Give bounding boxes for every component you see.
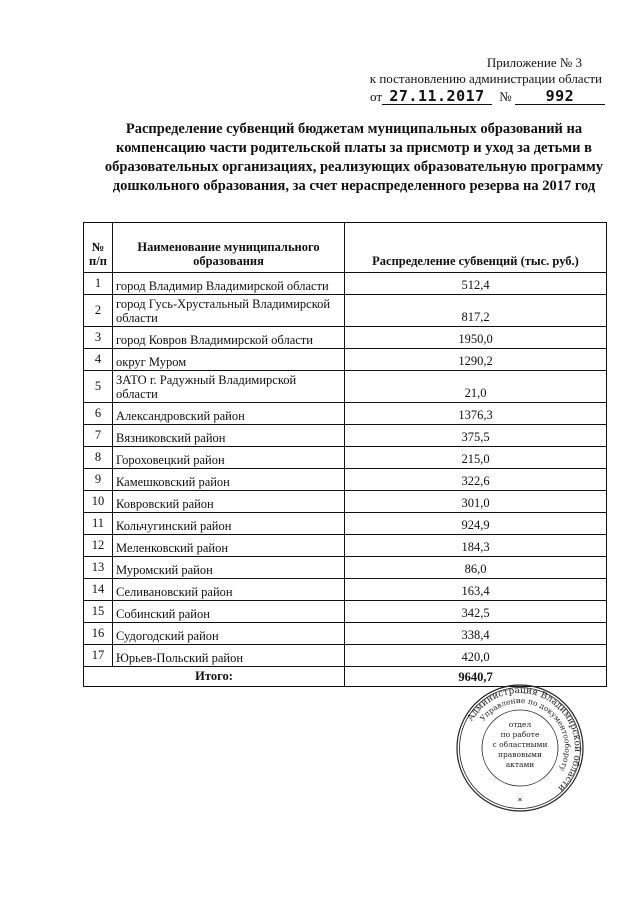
table-row xyxy=(84,371,607,403)
table-row xyxy=(84,403,607,425)
row-number: 2 xyxy=(84,295,113,327)
table-row xyxy=(84,513,607,535)
row-number: 16 xyxy=(84,623,113,645)
header-name: Наименование муниципального образования xyxy=(113,223,345,273)
stamp-center-text xyxy=(492,720,547,769)
municipality-name: округ Муром xyxy=(113,349,345,371)
row-number: 9 xyxy=(84,469,113,491)
municipality-name: Судогодский район xyxy=(113,623,345,645)
table-row xyxy=(84,645,607,667)
document-title: Распределение субвенций бюджетам муниципальных образований на компенсацию части родительской платы за присмотр и уход за детьми в образовательных организациях, реализующих образовательную программу дошкольного образования, за счет нераспределенного резерва на 2017 год xyxy=(104,121,604,194)
municipality-name: Камешковский район xyxy=(113,469,345,491)
row-number: 8 xyxy=(84,447,113,469)
row-number: 12 xyxy=(84,535,113,557)
table-row xyxy=(84,601,607,623)
appendix-number: Приложение № 3 xyxy=(486,55,582,70)
stamp-center-line: правовыми xyxy=(497,750,543,759)
row-number: 11 xyxy=(84,513,113,535)
stamp-center-line: по работе xyxy=(500,730,540,739)
appendix-header xyxy=(330,55,620,105)
row-number: 6 xyxy=(84,403,113,425)
subsidy-value: 817,2 xyxy=(345,295,607,327)
subsidy-value: 215,0 xyxy=(345,447,607,469)
row-number: 7 xyxy=(84,425,113,447)
table-row xyxy=(84,447,607,469)
subsidy-value: 322,6 xyxy=(345,469,607,491)
appendix-date-line xyxy=(370,88,620,105)
municipality-name: Гороховецкий район xyxy=(113,447,345,469)
header-value: Распределение субвенций (тыс. руб.) xyxy=(345,223,607,273)
subsidy-value: 375,5 xyxy=(345,425,607,447)
table-row xyxy=(84,623,607,645)
number-label: № xyxy=(499,89,512,104)
stamp-seal xyxy=(455,683,585,813)
municipality-name: Селивановский район xyxy=(113,579,345,601)
subsidy-table xyxy=(83,222,607,687)
decree-date: 27.11.2017 xyxy=(382,88,492,105)
row-number: 15 xyxy=(84,601,113,623)
row-number: 17 xyxy=(84,645,113,667)
table-row xyxy=(84,295,607,327)
municipality-name: город Владимир Владимирской области xyxy=(113,273,345,295)
municipality-name: Ковровский район xyxy=(113,491,345,513)
subsidy-value: 342,5 xyxy=(345,601,607,623)
table-header-row xyxy=(84,223,607,273)
subsidy-value: 1290,2 xyxy=(345,349,607,371)
stamp-center-line: отдел xyxy=(508,720,532,729)
row-number: 3 xyxy=(84,327,113,349)
row-number: 4 xyxy=(84,349,113,371)
row-number: 13 xyxy=(84,557,113,579)
municipality-name: Меленковский район xyxy=(113,535,345,557)
table-row xyxy=(84,535,607,557)
stamp-center-line: актами xyxy=(505,760,535,769)
row-number: 14 xyxy=(84,579,113,601)
subsidy-value: 301,0 xyxy=(345,491,607,513)
subsidy-value: 163,4 xyxy=(345,579,607,601)
table-row xyxy=(84,579,607,601)
total-label: Итого: xyxy=(84,667,345,687)
subsidy-value: 86,0 xyxy=(345,557,607,579)
subsidy-value: 420,0 xyxy=(345,645,607,667)
row-number: 10 xyxy=(84,491,113,513)
table-body xyxy=(84,273,607,687)
subsidy-value: 184,3 xyxy=(345,535,607,557)
stamp-inner-text: Управление по документообороту xyxy=(478,695,573,773)
municipality-name: Вязниковский район xyxy=(113,425,345,447)
decree-number: 992 xyxy=(515,88,605,105)
stamp-center-line: с областными xyxy=(492,740,548,749)
stamp-star: * xyxy=(517,797,523,807)
subsidy-value: 512,4 xyxy=(345,273,607,295)
table-row xyxy=(84,327,607,349)
municipality-name: город Ковров Владимирской области xyxy=(113,327,345,349)
municipality-name: город Гусь-Хрустальный Владимирской области xyxy=(113,295,345,327)
subsidy-value: 338,4 xyxy=(345,623,607,645)
table-row xyxy=(84,273,607,295)
table-row xyxy=(84,425,607,447)
table-row xyxy=(84,491,607,513)
total-value: 9640,7 xyxy=(345,667,607,687)
appendix-reference: к постановлению администрации области xyxy=(369,71,602,86)
subsidy-value: 21,0 xyxy=(345,371,607,403)
header-number: № п/п xyxy=(84,223,113,273)
row-number: 1 xyxy=(84,273,113,295)
municipality-name: Юрьев-Польский район xyxy=(113,645,345,667)
from-label: от xyxy=(370,89,383,104)
table-row xyxy=(84,469,607,491)
table-row xyxy=(84,349,607,371)
municipality-name: Собинский район xyxy=(113,601,345,623)
subsidy-value: 1950,0 xyxy=(345,327,607,349)
subsidy-value: 924,9 xyxy=(345,513,607,535)
stamp-outer-text: Администрация Владимирской области xyxy=(465,685,583,794)
table-row xyxy=(84,557,607,579)
municipality-name: ЗАТО г. Радужный Владимирской области xyxy=(113,371,345,403)
municipality-name: Кольчугинский район xyxy=(113,513,345,535)
subsidy-value: 1376,3 xyxy=(345,403,607,425)
municipality-name: Муромский район xyxy=(113,557,345,579)
municipality-name: Александровский район xyxy=(113,403,345,425)
row-number: 5 xyxy=(84,371,113,403)
